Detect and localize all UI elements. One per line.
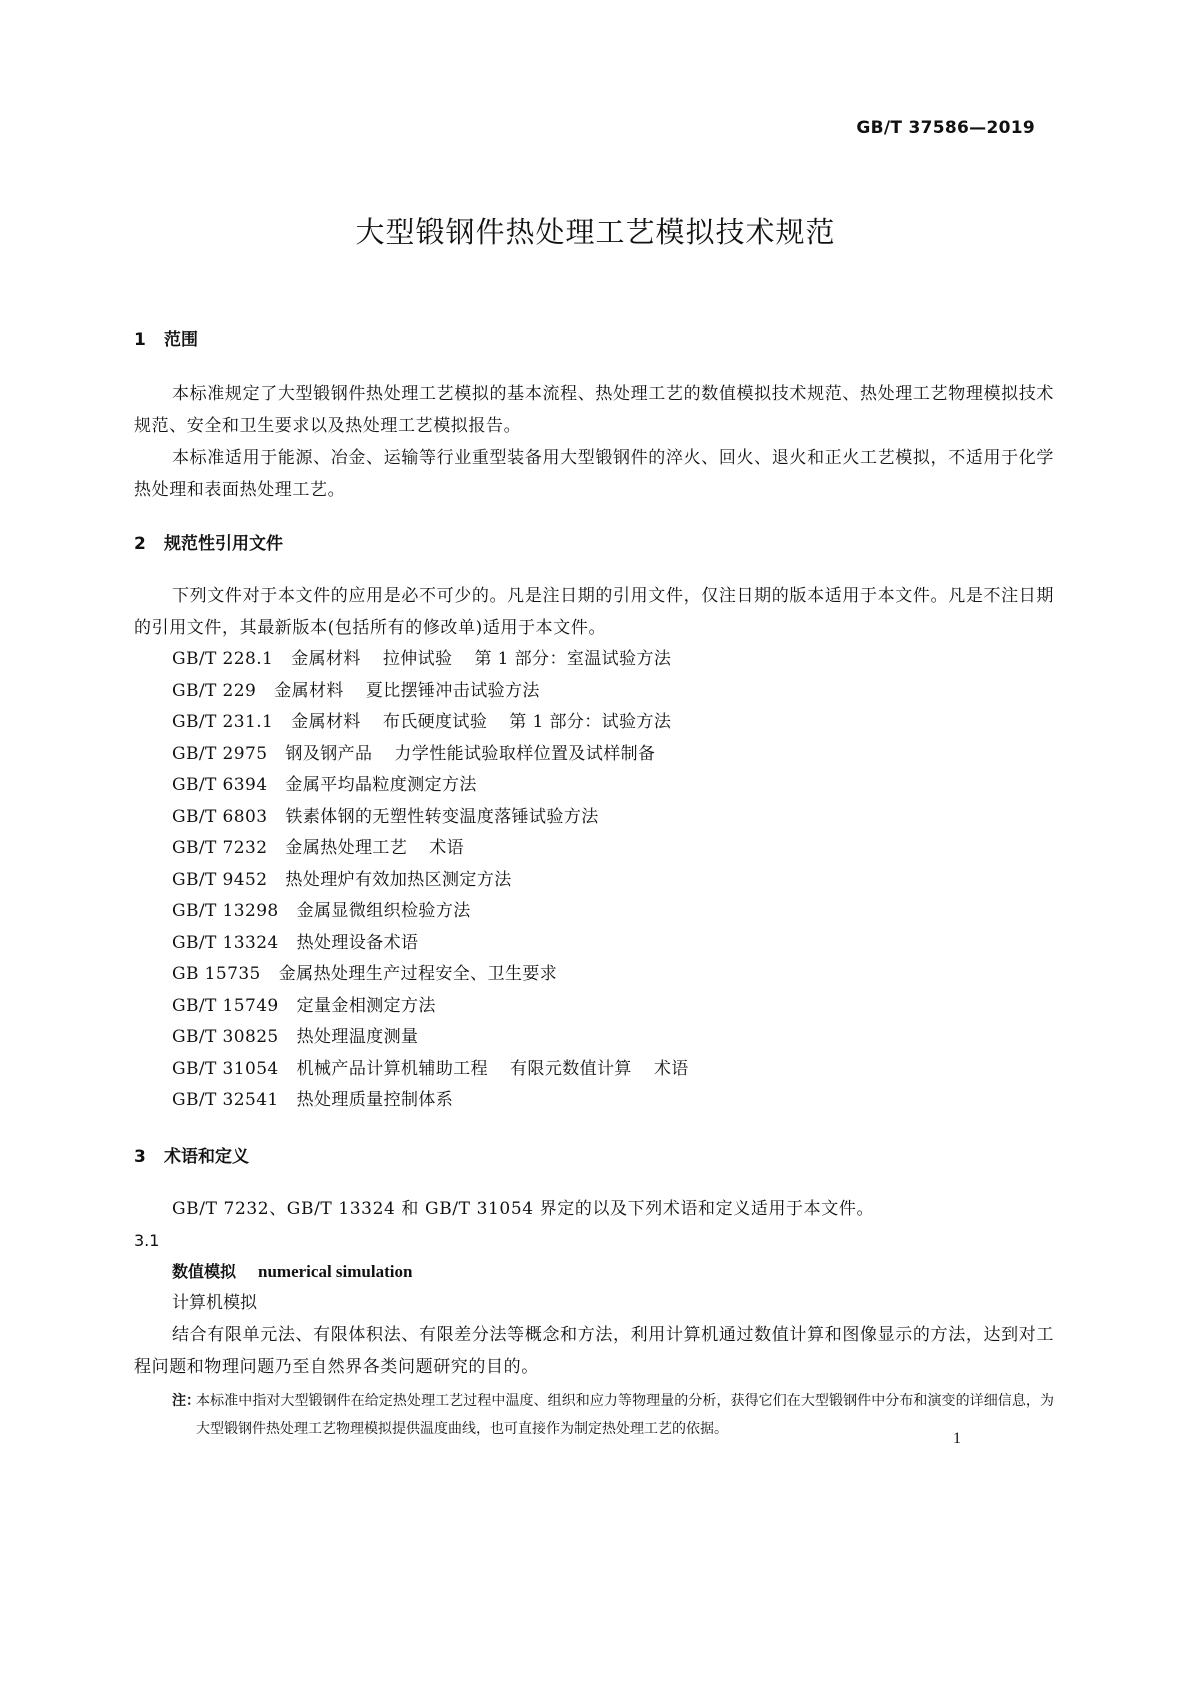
reference-item [134, 959, 1054, 991]
reference-title-part: 第 1 部分：室温试验方法 [474, 649, 672, 669]
term-name-zh: 数值模拟 [172, 1261, 237, 1281]
reference-item [134, 1054, 1054, 1086]
reference-code: GB 15735 [172, 964, 261, 984]
reference-item [134, 928, 1054, 960]
term-title [134, 1256, 1054, 1288]
paragraph: 本标准规定了大型锻钢件热处理工艺模拟的基本流程、热处理工艺的数值模拟技术规范、热处理工艺物理模拟技术规范、安全和卫生要求以及热处理工艺模拟报告。 [134, 384, 1054, 436]
reference-item [134, 1022, 1054, 1054]
reference-title-part: 热处理炉有效加热区测定方法 [285, 869, 512, 890]
reference-code: GB/T 6394 [172, 775, 268, 795]
reference-code: GB/T 2975 [172, 743, 268, 764]
term-definition: 结合有限单元法、有限体积法、有限差分法等概念和方法，利用计算机通过数值计算和图像显示的方法，达到对工程问题和物理问题乃至自然界各类问题研究的目的。 [134, 1324, 1054, 1377]
reference-title-part: 金属热处理工艺 [285, 838, 408, 858]
section-scope [134, 330, 1054, 506]
reference-item [134, 833, 1054, 865]
document-body [134, 330, 1054, 1443]
reference-title-part: 铁素体钢的无塑性转变温度落锤试验方法 [285, 806, 599, 827]
reference-title-part: 金属平均晶粒度测定方法 [285, 775, 477, 795]
term-synonym: 计算机模拟 [172, 1292, 257, 1313]
reference-title-part: 布氏硬度试验 [382, 712, 488, 732]
reference-code: GB/T 228.1 [172, 649, 274, 669]
section-heading [134, 534, 1054, 554]
reference-code: GB/T 9452 [172, 869, 268, 890]
reference-title-part: 夏比摆锤冲击试验方法 [365, 680, 540, 701]
reference-title-part: 有限元数值计算 [510, 1058, 632, 1079]
reference-item [134, 1085, 1054, 1117]
paragraph: 本标准适用于能源、冶金、运输等行业重型装备用大型锻钢件的淬火、回火、退火和正火工艺模拟，不适用于化学热处理和表面热处理工艺。 [134, 448, 1054, 500]
reference-code: GB/T 13324 [172, 932, 279, 953]
note-label: 注： [172, 1392, 200, 1409]
reference-item [134, 770, 1054, 802]
reference-item [134, 644, 1054, 676]
reference-title-part: 热处理质量控制体系 [296, 1090, 454, 1110]
reference-title-part: 拉伸试验 [382, 649, 453, 669]
reference-title-part: 术语 [653, 1058, 689, 1079]
document-title: 大型锻钢件热处理工艺模拟技术规范 [355, 215, 836, 249]
section-heading [134, 1147, 1054, 1167]
standard-code: GB/T 37586—2019 [856, 118, 1035, 138]
page-number: 1 [953, 1430, 961, 1447]
paragraph: GB/T 7232、GB/T 13324 和 GB/T 31054 界定的以及下列术语和定义适用于本文件。 [172, 1198, 875, 1219]
note-text: 本标准中指对大型锻钢件在给定热处理工艺过程中温度、组织和应力等物理量的分析，获得它们在大型锻钢件中分布和演变的详细信息，为大型锻钢件热处理工艺物理模拟提供温度曲线，也可直接作为制定热处理工艺的依据。 [196, 1392, 1054, 1437]
reference-list [134, 644, 1054, 1117]
section-number: 3 [134, 1146, 146, 1167]
reference-title-part: 金属材料 [291, 712, 361, 732]
reference-title-part: 金属材料 [291, 649, 361, 669]
reference-title-part: 热处理温度测量 [296, 1027, 419, 1047]
section-number: 2 [134, 534, 146, 554]
reference-code: GB/T 7232 [172, 838, 268, 858]
reference-title-part: 机械产品计算机辅助工程 [296, 1058, 489, 1079]
reference-code: GB/T 6803 [172, 806, 268, 827]
section-title: 术语和定义 [164, 1146, 249, 1167]
reference-title-part: 第 1 部分：试验方法 [509, 712, 672, 732]
reference-code: GB/T 30825 [172, 1027, 279, 1047]
section-title: 范围 [164, 330, 198, 350]
reference-item [134, 739, 1054, 771]
reference-code: GB/T 13298 [172, 901, 279, 921]
reference-title-part: 力学性能试验取样位置及试样制备 [394, 743, 656, 764]
reference-title-part: 金属材料 [274, 680, 344, 701]
paragraph: 下列文件对于本文件的应用是必不可少的。凡是注日期的引用文件，仅注日期的版本适用于本文件。凡是不注日期的引用文件，其最新版本(包括所有的修改单)适用于本文件。 [134, 586, 1054, 638]
reference-item [134, 802, 1054, 834]
reference-item [134, 991, 1054, 1023]
term-name-en: numerical simulation [258, 1261, 413, 1281]
reference-item [134, 896, 1054, 928]
section-title: 规范性引用文件 [164, 534, 283, 554]
reference-title-part: 金属显微组织检验方法 [296, 901, 471, 921]
reference-code: GB/T 231.1 [172, 712, 274, 732]
section-heading [134, 330, 1054, 350]
reference-code: GB/T 31054 [172, 1058, 279, 1079]
reference-title-part: 金属热处理生产过程安全、卫生要求 [278, 964, 558, 984]
reference-code: GB/T 229 [172, 680, 257, 701]
reference-title-part: 术语 [429, 838, 465, 858]
reference-code: GB/T 32541 [172, 1090, 279, 1110]
term-number: 3.1 [134, 1230, 160, 1250]
reference-item [134, 707, 1054, 739]
note [134, 1387, 1054, 1443]
section-terms-definitions [134, 1147, 1054, 1443]
reference-title-part: 钢及钢产品 [285, 743, 373, 764]
reference-title-part: 热处理设备术语 [296, 932, 419, 953]
reference-item [134, 865, 1054, 897]
section-normative-references [134, 534, 1054, 1117]
reference-item [134, 676, 1054, 708]
reference-title-part: 定量金相测定方法 [296, 995, 436, 1016]
reference-code: GB/T 15749 [172, 995, 279, 1016]
section-number: 1 [134, 330, 146, 350]
